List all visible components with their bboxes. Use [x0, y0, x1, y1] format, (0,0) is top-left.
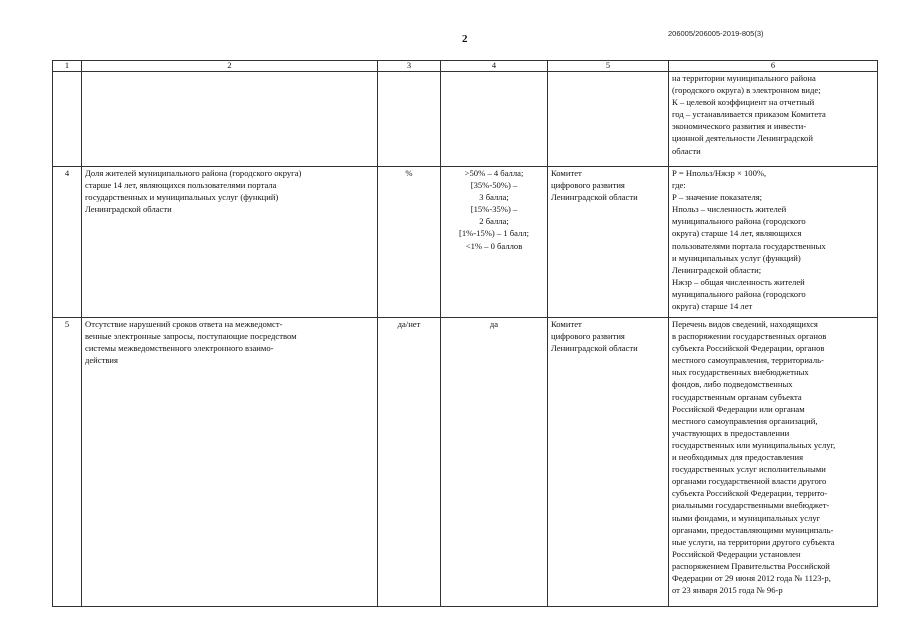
- cell-text-line: Ленинградской области: [85, 204, 172, 215]
- cell-text-line: государственных услуг исполнительными: [672, 464, 826, 475]
- cell-text-line: государственных и муниципальных услуг (функций): [85, 192, 279, 203]
- cell-text-line: год – устанавливается приказом Комитета: [672, 109, 826, 120]
- document-code: 206005/206005-2019-805(3): [668, 29, 764, 38]
- calculation-cell: [669, 318, 878, 607]
- scoring-cell: [441, 318, 548, 607]
- responsible-cell: [548, 167, 669, 318]
- unit-cell: [378, 72, 441, 167]
- cell-text-line: риальными государственными внебюджет-: [672, 500, 830, 511]
- unit-cell: [378, 167, 441, 318]
- cell-text-line: Ленинградской области: [551, 192, 638, 203]
- cell-text-line: государственных или муниципальных услуг,: [672, 439, 836, 450]
- cell-text-line: Ленинградской области;: [672, 264, 762, 275]
- cell-text-line: ные услуги, на территории другого субъекта: [672, 536, 835, 547]
- cell-text-line: Российской Федерации установлен: [672, 548, 801, 559]
- cell-text-line: и муниципальных услуг (функций): [672, 252, 801, 263]
- cell-text-line: К – целевой коэффициент на отчетный: [672, 97, 815, 108]
- cell-text-line: органами, предоставляющими муниципаль-: [672, 524, 834, 535]
- scoring-cell: [441, 167, 548, 318]
- cell-text-line: субъекта Российской Федерации, органов: [672, 343, 825, 354]
- column-header: 4: [441, 61, 548, 72]
- indicator-name-cell: [82, 318, 378, 607]
- cell-text-line: 5: [64, 319, 70, 329]
- cell-text-line: (городского округа) в электронном виде;: [672, 85, 821, 96]
- cell-text-line: где:: [672, 180, 686, 191]
- cell-text-line: Отсутствие нарушений сроков ответа на межведомст-: [85, 319, 283, 329]
- cell-text-line: Нпольз – численность жителей: [672, 204, 787, 215]
- cell-text-line: пользователями портала государственных: [672, 240, 826, 251]
- cell-text-line: Доля жителей муниципального района (городского округа): [85, 168, 302, 178]
- cell-text-line: венные электронные запросы, поступающие посредством: [85, 331, 297, 342]
- cell-text-line: старше 14 лет, являющихся пользователями портала: [85, 180, 277, 191]
- cell-text-line: местного самоуправления, территориаль-: [672, 355, 824, 366]
- cell-text-line: Комитет: [551, 319, 582, 329]
- table-row: [53, 318, 878, 607]
- cell-text-line: округа) старше 14 лет: [672, 301, 753, 312]
- cell-text-line: фондов, либо подведомственных: [672, 379, 793, 390]
- cell-text-line: муниципального района (городского: [672, 288, 806, 299]
- cell-text-line: >50% – 4 балла;: [464, 168, 524, 178]
- responsible-cell: [548, 72, 669, 167]
- table-header-row: [53, 61, 878, 72]
- table-row: [53, 167, 878, 318]
- scoring-cell: [441, 72, 548, 167]
- cell-text-line: ных государственных внебюджетных: [672, 367, 809, 378]
- cell-text-line: цифрового развития: [551, 180, 625, 191]
- cell-text-line: органами государственной власти другого: [672, 476, 827, 487]
- cell-text-line: цифрового развития: [551, 331, 625, 342]
- row-number-cell: [53, 318, 82, 607]
- table-row: [53, 72, 878, 167]
- cell-text-line: Российской Федерации или органам: [672, 403, 805, 414]
- cell-text-line: от 23 января 2015 года № 96-р: [672, 585, 783, 596]
- cell-text-line: %: [405, 168, 413, 178]
- indicator-name-cell: [82, 167, 378, 318]
- page-number: 2: [462, 33, 468, 45]
- cell-text-line: [15%-35%) –: [470, 204, 518, 215]
- column-header: 5: [548, 61, 669, 72]
- column-header: 6: [669, 61, 878, 72]
- cell-text-line: системы межведомственного электронного взаимо-: [85, 343, 274, 354]
- column-header: 2: [82, 61, 378, 72]
- cell-text-line: муниципального района (городского: [672, 216, 806, 227]
- cell-text-line: распоряжением Правительства Российской: [672, 560, 830, 571]
- cell-text-line: на территории муниципального района: [672, 73, 816, 83]
- cell-text-line: субъекта Российской Федерации, террито-: [672, 488, 828, 499]
- cell-text-line: ными фондами, и муниципальных услуг: [672, 512, 821, 523]
- cell-text-line: да/нет: [397, 319, 421, 329]
- cell-text-line: местного самоуправления организаций,: [672, 415, 818, 426]
- row-number-cell: [53, 167, 82, 318]
- cell-text-line: области: [672, 145, 701, 156]
- cell-text-line: Перечень видов сведений, находящихся: [672, 319, 818, 329]
- column-header: 1: [53, 61, 82, 72]
- cell-text-line: 4: [64, 168, 70, 178]
- cell-text-line: Нжзр – общая численность жителей: [672, 276, 805, 287]
- indicators-table: [52, 60, 878, 607]
- cell-text-line: Р = Нпольз/Нжзр × 100%,: [672, 168, 767, 178]
- cell-text-line: [35%-50%) –: [470, 180, 518, 191]
- cell-text-line: государственным органам субъекта: [672, 391, 802, 402]
- cell-text-line: Федерации от 29 июня 2012 года № 1123-р,: [672, 572, 831, 583]
- cell-text-line: [1%-15%) – 1 балл;: [458, 228, 530, 239]
- cell-text-line: ционной деятельности Ленинградской: [672, 133, 813, 144]
- indicator-name-cell: [82, 72, 378, 167]
- cell-text-line: Ленинградской области: [551, 343, 638, 354]
- unit-cell: [378, 318, 441, 607]
- cell-text-line: в распоряжении государственных органов: [672, 331, 827, 342]
- cell-text-line: участвующих в предоставлении: [672, 427, 790, 438]
- cell-text-line: округа) старше 14 лет, являющихся: [672, 228, 802, 239]
- row-number-cell: [53, 72, 82, 167]
- calculation-cell: [669, 72, 878, 167]
- responsible-cell: [548, 318, 669, 607]
- cell-text-line: Комитет: [551, 168, 582, 178]
- calculation-cell: [669, 167, 878, 318]
- cell-text-line: действия: [85, 355, 118, 366]
- cell-text-line: и необходимых для предоставления: [672, 452, 804, 463]
- cell-text-line: 2 балла;: [479, 216, 509, 227]
- cell-text-line: <1% – 0 баллов: [465, 240, 523, 251]
- cell-text-line: 3 балла;: [479, 192, 509, 203]
- cell-text-line: Р – значение показателя;: [672, 192, 763, 203]
- cell-text-line: экономического развития и инвести-: [672, 121, 807, 132]
- column-header: 3: [378, 61, 441, 72]
- cell-text-line: да: [489, 319, 499, 329]
